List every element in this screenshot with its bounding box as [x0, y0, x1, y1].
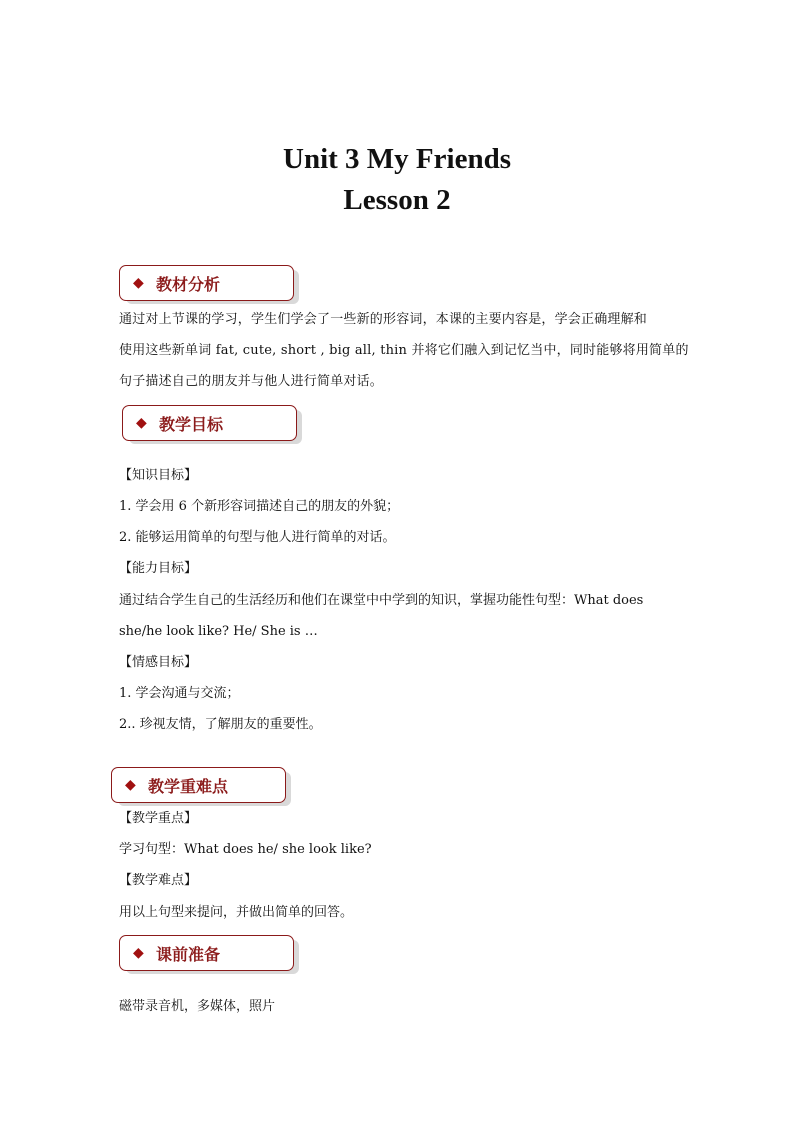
section-heading: 教材分析: [156, 275, 221, 294]
diamond-bullet-icon: ◆: [133, 945, 144, 961]
diamond-bullet-icon: ◆: [136, 415, 147, 431]
section-heading: 课前准备: [156, 945, 221, 964]
section-header-analysis: [119, 265, 294, 301]
paragraph-line: 使用这些新单词 fat, cute, short , big all, thin 并将它们融入到记忆当中，同时能够将用简单的: [119, 343, 689, 358]
diamond-bullet-icon: ◆: [133, 275, 144, 291]
section-heading: 教学目标: [159, 415, 224, 434]
paragraph-line: 通过对上节课的学习，学生们学会了一些新的形容词，本课的主要内容是，学会正确理解和: [119, 312, 648, 327]
document-title: Unit 3 My Friends: [283, 143, 511, 175]
list-item: 1. 学会沟通与交流；: [119, 686, 240, 701]
emotion-objective-label: 【情感目标】: [119, 655, 198, 670]
document-subtitle: Lesson 2: [343, 184, 451, 216]
section-header-preparation: [119, 935, 294, 971]
section-header-key-points: [111, 767, 286, 803]
teaching-difficulty-text: 用以上句型来提问，并做出简单的回答。: [119, 905, 354, 920]
ability-objective-label: 【能力目标】: [119, 561, 198, 576]
list-item: 2.. 珍视友情，了解朋友的重要性。: [119, 717, 322, 732]
section-heading: 教学重难点: [148, 777, 229, 796]
paragraph-line: she/he look like? He/ She is …: [119, 624, 318, 639]
knowledge-objective-label: 【知识目标】: [119, 468, 198, 483]
preparation-text: 磁带录音机，多媒体，照片: [119, 999, 276, 1014]
teaching-focus-label: 【教学重点】: [119, 811, 198, 826]
paragraph-line: 句子描述自己的朋友并与他人进行简单对话。: [119, 374, 384, 389]
section-header-objectives: [122, 405, 297, 441]
list-item: 2. 能够运用简单的句型与他人进行简单的对话。: [119, 530, 396, 545]
teaching-difficulty-label: 【教学难点】: [119, 873, 198, 888]
teaching-focus-text: 学习句型：What does he/ she look like?: [119, 842, 372, 857]
list-item: 1. 学会用 6 个新形容词描述自己的朋友的外貌；: [119, 499, 400, 514]
diamond-bullet-icon: ◆: [125, 777, 136, 793]
paragraph-line: 通过结合学生自己的生活经历和他们在课堂中中学到的知识，掌握功能性句型：What does: [119, 593, 644, 608]
